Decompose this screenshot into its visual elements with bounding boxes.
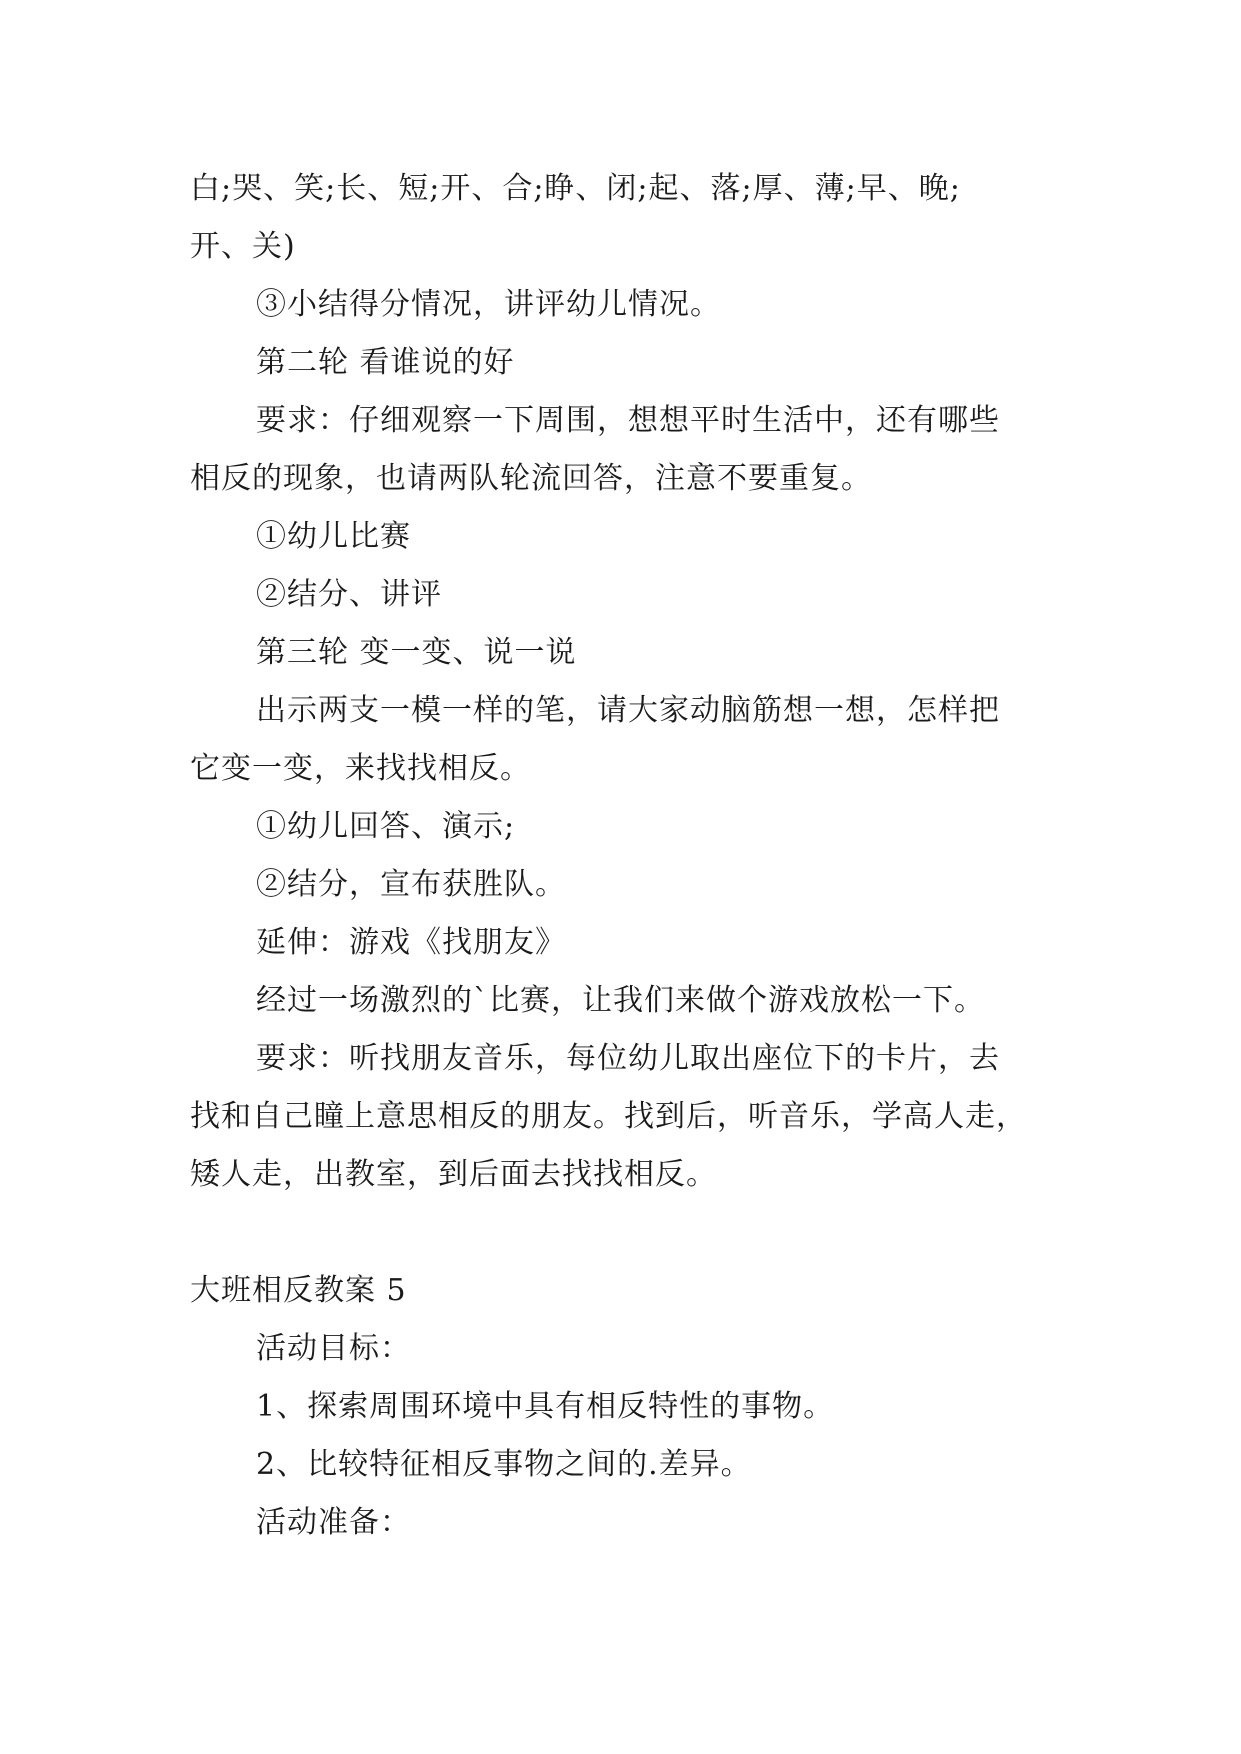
paragraph-gap — [190, 1204, 1060, 1262]
text-line: 开、关) — [190, 229, 296, 264]
section-heading: 第三轮 变一变、说一说 — [256, 635, 577, 670]
text-line: 要求：仔细观察一下周围，想想平时生活中，还有哪些 — [256, 403, 1000, 438]
text-line: ③小结得分情况，讲评幼儿情况。 — [256, 287, 721, 322]
section-heading: 活动准备： — [256, 1505, 411, 1540]
text-line: 找和自己瞳上意思相反的朋友。找到后，听音乐，学高人走， — [190, 1099, 1027, 1134]
section-heading: 延伸：游戏《找朋友》 — [256, 925, 566, 960]
list-item: ②结分、讲评 — [256, 577, 442, 612]
document-title: 大班相反教案 5 — [190, 1273, 407, 1308]
section-heading: 活动目标： — [256, 1331, 411, 1366]
list-item: 1、探索周围环境中具有相反特性的事物。 — [256, 1389, 835, 1424]
text-line: 矮人走，出教室，到后面去找找相反。 — [190, 1157, 717, 1192]
text-line: 白;哭、笑;长、短;开、合;睁、闭;起、落;厚、薄;早、晚; — [190, 171, 961, 206]
text-line: 出示两支一模一样的笔，请大家动脑筋想一想，怎样把 — [256, 693, 1000, 728]
list-item: ②结分，宣布获胜队。 — [256, 867, 566, 902]
text-line: 经过一场激烈的`比赛，让我们来做个游戏放松一下。 — [256, 983, 985, 1018]
text-line: 它变一变，来找找相反。 — [190, 751, 531, 786]
text-line: 相反的现象，也请两队轮流回答，注意不要重复。 — [190, 461, 872, 496]
text-line: 要求：听找朋友音乐，每位幼儿取出座位下的卡片，去 — [256, 1041, 1000, 1076]
list-item: ①幼儿比赛 — [256, 519, 411, 554]
list-item: ①幼儿回答、演示; — [256, 809, 516, 844]
list-item: 2、比较特征相反事物之间的.差异。 — [256, 1447, 752, 1482]
document-body — [190, 160, 1060, 1552]
section-heading: 第二轮 看谁说的好 — [256, 345, 515, 380]
